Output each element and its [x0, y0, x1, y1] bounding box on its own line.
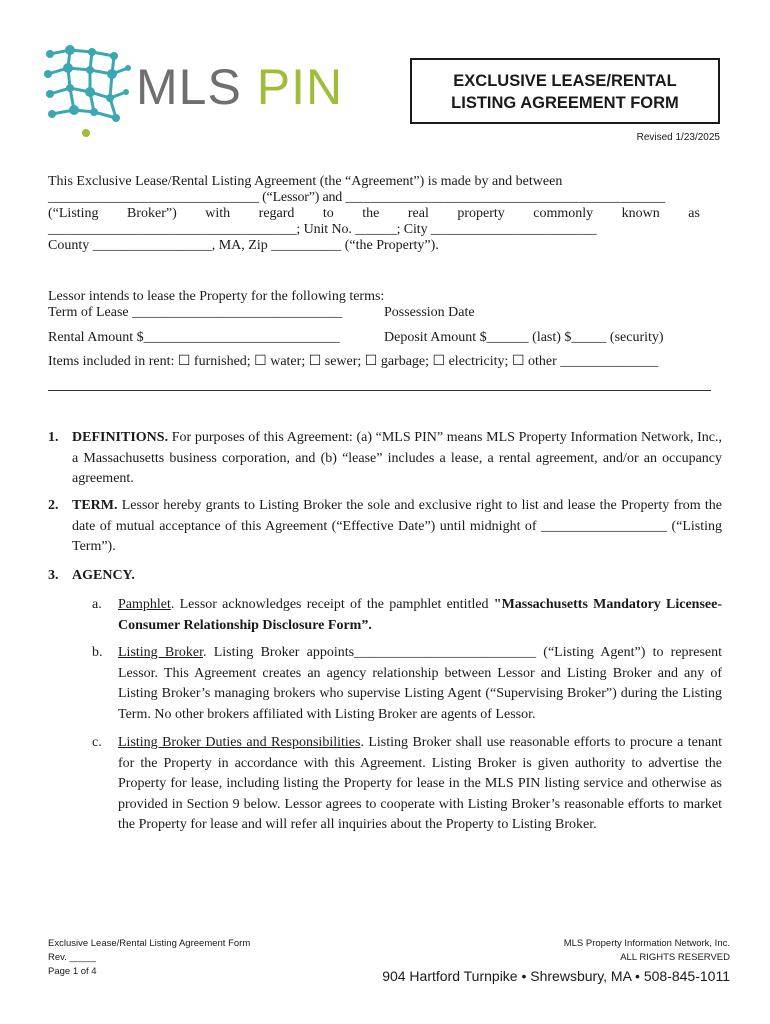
intro-line-2[interactable]: _______________________________ (“Lessor”) and _______________________________________________: [48, 190, 665, 205]
revised-date: Revised 1/23/2025: [636, 132, 720, 143]
logo-mls: MLS: [136, 59, 242, 115]
logo-wordmark: [136, 59, 344, 115]
duties-title: Listing Broker Duties and Responsibilities: [118, 735, 361, 750]
section-1-number: 1.: [48, 430, 59, 445]
intro-line-5[interactable]: County _________________, MA, Zip __________ (“the Property”).: [48, 238, 439, 253]
section-2-body: Lessor hereby grants to Listing Broker the sole and exclusive right to list and lease the Property from the date of mutual acceptance of this Agreement (“Effective Date”) until midnight of __________________ (“Listing Term”).: [72, 498, 723, 554]
section-1-body: For purposes of this Agreement: (a) “MLS PIN” means MLS Property Information Network, Inc., a Massachusetts business corporation, and (b) “lease” includes a lease, a rental agreement, and/or an occupancy agreement.: [72, 430, 722, 486]
terms-intro: Lessor intends to lease the Property for the following terms:: [48, 289, 385, 304]
word: commonly: [533, 206, 594, 221]
pamphlet-name: "Massachusetts Mandatory Licensee-Consumer Relationship Disclosure Form”.: [118, 597, 723, 633]
section-1-text: [72, 428, 722, 490]
section-2-number: 2.: [48, 498, 59, 513]
pamphlet-title: Pamphlet: [118, 597, 171, 612]
section-3b-text: [118, 643, 722, 725]
section-1-heading: DEFINITIONS.: [72, 430, 169, 445]
word: property: [457, 206, 505, 221]
rental-amount-field[interactable]: Rental Amount $____________________________: [48, 330, 340, 345]
section-3c-label: c.: [92, 735, 102, 750]
footer-right: [564, 937, 730, 965]
footer-rev: Rev. _____: [48, 952, 96, 963]
word: to: [322, 206, 334, 221]
section-3b-label: b.: [92, 645, 103, 660]
blank-line[interactable]: [48, 390, 711, 391]
footer-form-name: Exclusive Lease/Rental Listing Agreement Form: [48, 938, 251, 949]
footer-left: [48, 937, 250, 979]
section-2-heading: TERM.: [72, 498, 118, 513]
word: real: [407, 206, 429, 221]
word: as: [688, 206, 700, 221]
word: the: [362, 206, 380, 221]
deposit-amount-field[interactable]: Deposit Amount $______ (last) $_____ (security): [384, 330, 664, 345]
footer-rights: ALL RIGHTS RESERVED: [620, 952, 730, 963]
word: with: [205, 206, 231, 221]
section-3-number: 3.: [48, 568, 59, 583]
section-2-text: [72, 496, 722, 558]
items-included-field[interactable]: Items included in rent: ☐ furnished; ☐ water; ☐ sewer; ☐ garbage; ☐ electricity; ☐ other ______________: [48, 354, 659, 369]
section-3-heading: [72, 566, 722, 587]
section-3a-label: a.: [92, 597, 102, 612]
word: Broker”): [127, 206, 177, 221]
footer-address: 904 Hartford Turnpike • Shrewsbury, MA • 508-845-1011: [382, 968, 730, 984]
logo-pin: PIN: [256, 59, 344, 115]
word: known: [621, 206, 660, 221]
footer-page: Page 1 of 4: [48, 966, 97, 977]
intro-line-3: [48, 206, 700, 222]
section-3a-body: . Lessor acknowledges receipt of the pamphlet entitled: [170, 597, 494, 612]
word: regard: [258, 206, 295, 221]
word: (“Listing: [48, 206, 99, 221]
title-line-2: LISTING AGREEMENT FORM: [451, 94, 679, 112]
listing-broker-title: Listing Broker: [118, 645, 203, 660]
section-3-title: AGENCY.: [72, 568, 135, 583]
term-of-lease-field[interactable]: Term of Lease ______________________________: [48, 305, 343, 320]
intro-line-4[interactable]: ____________________________________; Unit No. ______; City ________________________: [48, 222, 597, 237]
footer-company: MLS Property Information Network, Inc.: [563, 938, 730, 949]
possession-date-field[interactable]: Possession Date: [384, 305, 475, 320]
section-3c-text: [118, 733, 722, 836]
title-line-1: EXCLUSIVE LEASE/RENTAL: [453, 72, 677, 90]
section-3b-body: . Listing Broker appoints__________________________ (“Listing Agent”) to represent Lessor. This Agreement creates an agency relationship between Lessor and Listing Broker and any of Listing Broker’s managing brokers who supervise Listing Agent (“Supervising Broker”) during the Listing Term. No other brokers affiliated with Listing Broker are agents of Lessor.: [118, 645, 722, 722]
section-3c-body: . Listing Broker shall use reasonable efforts to procure a tenant for the Property in accordance with this Agreement. Listing Broker is given authority to advertise the Property for lease, including listing the Property for lease in the MLS PIN listing service and otherwise as provided in Section 9 below. Lessor agrees to cooperate with Listing Broker’s reasonable efforts to market the Property for lease and will refer all inquiries about the Property to Listing Broker.: [118, 735, 722, 832]
section-3a-text: [118, 595, 722, 636]
mls-pin-logo-mark: [40, 40, 136, 140]
intro-line-1: This Exclusive Lease/Rental Listing Agreement (the “Agreement”) is made by and between: [48, 174, 563, 189]
form-title: [410, 58, 720, 124]
